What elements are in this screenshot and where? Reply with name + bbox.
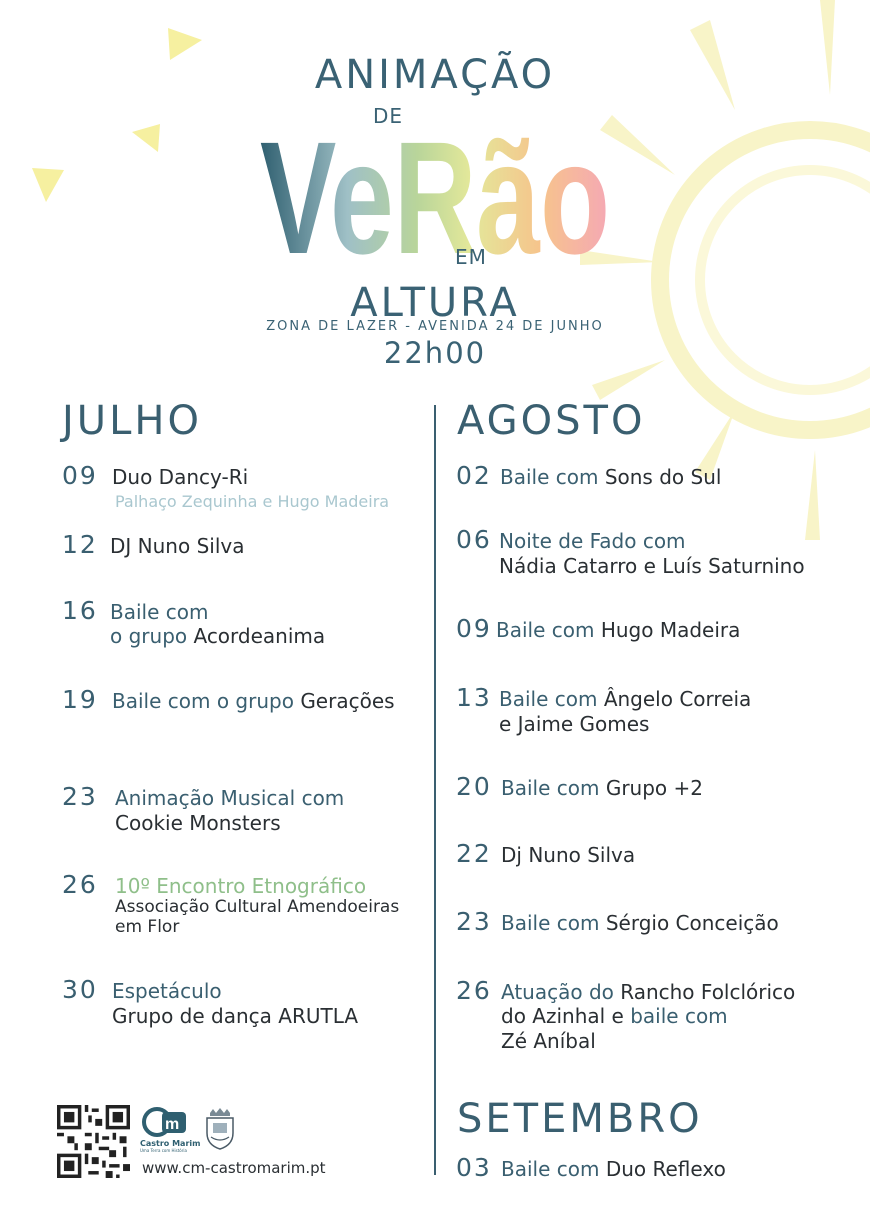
confetti-decoration bbox=[20, 20, 220, 220]
logo-tagline: Uma Terra com História bbox=[140, 1148, 187, 1153]
svg-text:m: m bbox=[165, 1116, 180, 1133]
location-text: ZONA DE LAZER - AVENIDA 24 DE JUNHO bbox=[266, 319, 604, 334]
title-de: DE bbox=[373, 104, 404, 128]
month-setembro: SETEMBRO bbox=[457, 1096, 703, 1142]
coat-of-arms-icon bbox=[203, 1107, 237, 1151]
time-text: 22h00 bbox=[383, 336, 487, 370]
title-verao-logo bbox=[255, 95, 615, 270]
event-day: 09 bbox=[62, 461, 98, 490]
month-julho: JULHO bbox=[62, 398, 202, 444]
qr-code-icon[interactable] bbox=[57, 1105, 130, 1178]
logo-name: Castro Marim bbox=[140, 1139, 201, 1148]
website-link[interactable]: www.cm-castromarim.pt bbox=[142, 1159, 326, 1177]
column-divider bbox=[434, 405, 436, 1175]
title-em: EM bbox=[455, 245, 487, 269]
title-altura: ALTURA bbox=[350, 280, 520, 326]
title-animacao: ANIMAÇÃO bbox=[314, 52, 556, 98]
title-verao-text: VeRão bbox=[260, 108, 610, 270]
month-agosto: AGOSTO bbox=[457, 398, 646, 444]
